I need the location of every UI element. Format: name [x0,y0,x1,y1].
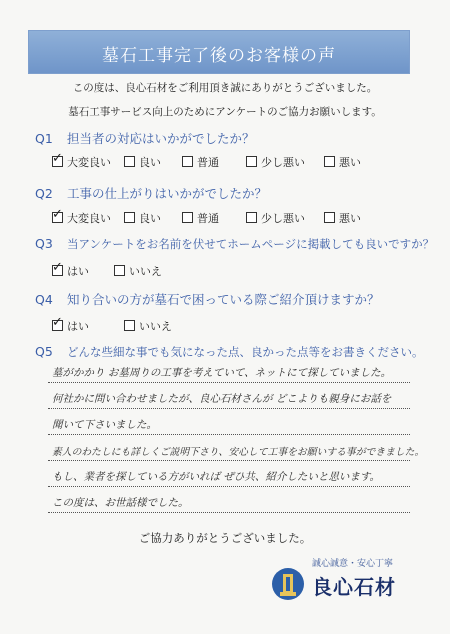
comment-line: 何社かに問い合わせましたが、良心石材さんが どこよりも親身にお話を [48,386,410,409]
comment-line: 素人のわたしにも詳しくご説明下さり、安心して工事をお願いする事ができました。 [48,438,410,461]
company-tagline: 誠心誠意・安心丁寧 [312,559,394,569]
question-number: Q3 [35,236,53,251]
comment-line: この度は、お世話様でした。 [48,490,410,513]
question-2 [35,184,267,202]
checkbox[interactable] [324,156,335,167]
page-title: 墓石工事完了後のお客様の声 [102,46,336,66]
question-number: Q2 [35,186,53,201]
question-4 [35,290,380,308]
logo-mark-icon [272,568,304,600]
option-slightly-bad[interactable]: 少し悪い [246,210,305,226]
intro-line-1: この度は、良心石材をご利用頂き誠にありがとうございました。 [72,82,378,94]
question-text: 当アンケートをお名前を伏せてホームページに掲載しても良いですか？ [67,237,435,251]
option-bad[interactable]: 悪い [324,154,361,170]
question-number: Q1 [35,131,53,146]
checkbox[interactable] [246,212,257,223]
checkbox[interactable] [124,156,135,167]
company-logo [272,556,422,606]
checkbox[interactable] [324,212,335,223]
option-good[interactable]: 良い [124,210,161,226]
comment-line: もし、業者を探している方がいれば ぜひ共、紹介したいと思います。 [48,464,410,487]
question-3 [35,236,434,252]
option-good[interactable]: 良い [124,154,161,170]
survey-header-banner [28,30,410,74]
option-very-good[interactable]: ✓大変良い [52,154,111,170]
option-no[interactable]: いいえ [124,318,172,334]
checkbox[interactable] [52,156,63,167]
comment-line: 聞いて下さいました。 [48,412,410,435]
checkbox[interactable] [182,156,193,167]
company-name: 良心石材 [312,575,396,599]
question-5 [35,344,424,360]
option-yes[interactable]: ✓はい [52,318,89,334]
checkbox[interactable] [124,212,135,223]
option-average[interactable]: 普通 [182,210,219,226]
comment-line: 墓がかかり お墓周りの工事を考えていて、ネットにて探していました。 [48,360,410,383]
checkbox[interactable] [246,156,257,167]
question-number: Q5 [35,344,53,359]
intro-line-2: 墓石工事サービス向上のためにアンケートのご協力お願いします。 [68,106,382,118]
question-number: Q4 [35,292,53,307]
thank-you-text: ご協力ありがとうございました。 [138,531,312,545]
question-text: 担当者の対応はいかがでしたか？ [67,131,255,146]
checkbox[interactable] [52,320,63,331]
checkbox[interactable] [52,265,63,276]
checkbox[interactable] [52,212,63,223]
question-text: 知り合いの方が墓石で困っている際ご紹介頂けますか？ [67,292,380,307]
option-yes[interactable]: ✓はい [52,263,89,279]
option-slightly-bad[interactable]: 少し悪い [246,154,305,170]
checkbox[interactable] [182,212,193,223]
option-no[interactable]: いいえ [114,263,162,279]
question-text: 工事の仕上がりはいかがでしたか？ [67,186,268,201]
checkbox[interactable] [124,320,135,331]
checkbox[interactable] [114,265,125,276]
question-1 [35,129,255,147]
question-text: どんな些細な事でも気になった点、良かった点等をお書きください。 [67,345,424,359]
option-bad[interactable]: 悪い [324,210,361,226]
option-average[interactable]: 普通 [182,154,219,170]
option-very-good[interactable]: ✓大変良い [52,210,111,226]
